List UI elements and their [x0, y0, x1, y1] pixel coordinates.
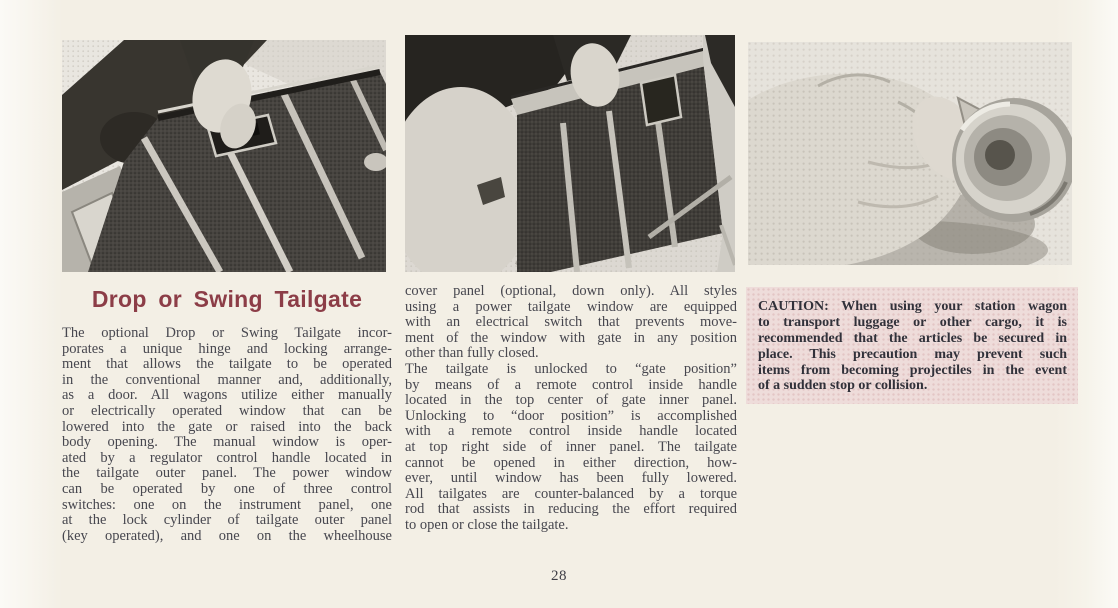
text-line: can be operated by one of three control	[62, 481, 392, 497]
text-line: (key operated), and one on the wheelhouse	[62, 528, 392, 544]
swing-tailgate-photo-illustration	[405, 35, 735, 272]
text-line: at top right side of inner panel. The tailgate	[405, 439, 737, 455]
text-line: porates a unique hinge and locking arrange-	[62, 341, 392, 357]
photo-drop-tailgate	[62, 40, 386, 272]
text-line: ated by a regulator control handle located in	[62, 450, 392, 466]
body-paragraph-2	[405, 362, 737, 534]
text-line: by means of a remote control inside handle	[405, 377, 737, 393]
text-line: to open or close the tailgate.	[405, 517, 569, 533]
text-line: All tailgates are counter-balanced by a torque	[405, 486, 737, 502]
text-line: of a sudden stop or collision.	[758, 378, 928, 394]
text-line: switches: one on the instrument panel, one	[62, 497, 392, 513]
text-line: cover panel (optional, down only). All styles	[405, 284, 737, 299]
text-line: body opening. The manual window is oper-	[62, 435, 392, 451]
text-line: place. This precaution may prevent such	[758, 346, 1067, 362]
text-line: cannot be opened in either direction, how-	[405, 455, 737, 471]
text-line: Unlocking to “door position” is accomplished	[405, 408, 737, 424]
photo-swing-tailgate	[405, 35, 735, 272]
caution-box	[746, 287, 1078, 404]
text-line: ever, until window has been fully lowered.	[405, 471, 737, 487]
body-column-2	[405, 284, 737, 534]
text-line: located in the top center of gate inner panel.	[405, 393, 737, 409]
remote-handle-recess	[641, 75, 681, 125]
text-line: other than fully closed.	[405, 346, 539, 362]
text-line: rod that assists in reducing the effort required	[405, 502, 737, 518]
lock-cylinder	[952, 98, 1072, 222]
body-column-1	[62, 326, 392, 544]
text-line: as a door. All wagons utilize either manually	[62, 388, 392, 404]
text-line: recommended that the articles be secured in	[758, 330, 1067, 346]
body-paragraph-1	[405, 284, 737, 362]
text-line: items from becoming projectiles in the event	[758, 362, 1067, 378]
drop-tailgate-photo-illustration	[62, 40, 386, 272]
text-line: ment of the window with gate in any position	[405, 330, 737, 346]
lock-key-photo-illustration	[748, 42, 1072, 265]
photo-tailgate-lock-key	[748, 42, 1072, 265]
text-line: in the conventional manner and, additionally,	[62, 372, 392, 388]
text-line: The optional Drop or Swing Tailgate incor-	[62, 326, 392, 341]
text-line: with a remote control inside handle located	[405, 424, 737, 440]
text-line: ment that allows the tailgate to be operated	[62, 357, 392, 373]
text-line: the tailgate outer panel. The power window	[62, 466, 392, 482]
text-line: or electrically operated window that can be	[62, 403, 392, 419]
page-number: 28	[551, 568, 567, 584]
text-line: CAUTION: When using your station wagon	[758, 299, 1067, 314]
text-line: using a power tailgate window are equipped	[405, 299, 737, 315]
text-line: lowered into the gate or raised into the back	[62, 419, 392, 435]
text-line: at the lock cylinder of tailgate outer panel	[62, 513, 392, 529]
section-heading: Drop or Swing Tailgate	[91, 286, 363, 312]
text-line: The tailgate is unlocked to “gate position”	[405, 361, 737, 377]
text-line: to transport luggage or other cargo, it is	[758, 314, 1067, 330]
text-line: with an electrical switch that prevents move-	[405, 315, 737, 331]
